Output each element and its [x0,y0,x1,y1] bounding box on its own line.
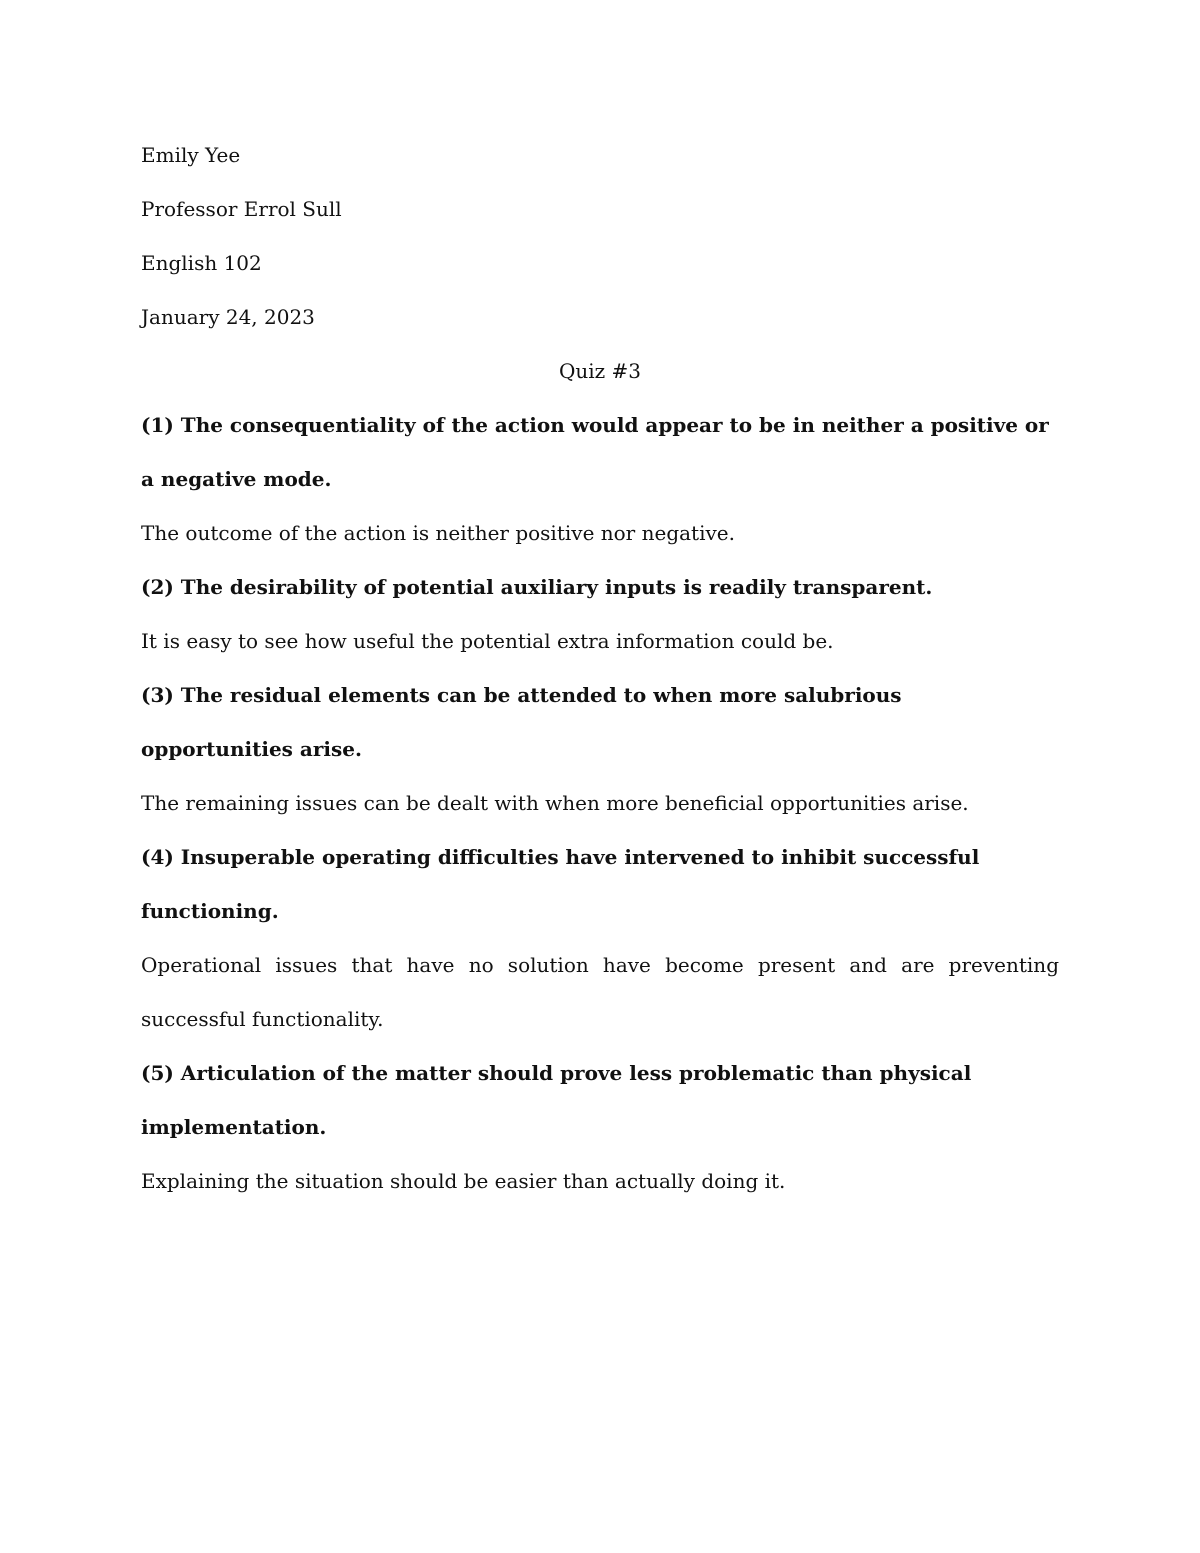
question-3: (3) The residual elements can be attended to when more salubrious opportunities arise. [141,683,902,761]
professor-name: Professor Errol Sull [141,197,342,221]
answer-3: The remaining issues can be dealt with when more beneficial opportunities arise. [141,791,969,815]
student-name: Emily Yee [141,143,241,167]
course-name: English 102 [141,251,262,275]
question-2: (2) The desirability of potential auxiliary inputs is readily transparent. [141,575,933,599]
question-1: (1) The consequentiality of the action would appear to be in neither a positive or a negative mode. [141,413,1049,491]
answer-2: It is easy to see how useful the potential extra information could be. [141,629,834,653]
answer-1: The outcome of the action is neither positive nor negative. [141,521,735,545]
document-date: January 24, 2023 [141,305,315,329]
question-4: (4) Insuperable operating difficulties have intervened to inhibit successful functioning. [141,845,980,923]
document-title: Quiz #3 [558,359,642,383]
answer-5: Explaining the situation should be easier than actually doing it. [141,1169,786,1193]
question-5: (5) Articulation of the matter should prove less problematic than physical implementation. [141,1061,972,1139]
document-body [141,128,1059,1208]
answer-4: Operational issues that have no solution have become present and are preventing successful functionality. [141,953,1059,1031]
